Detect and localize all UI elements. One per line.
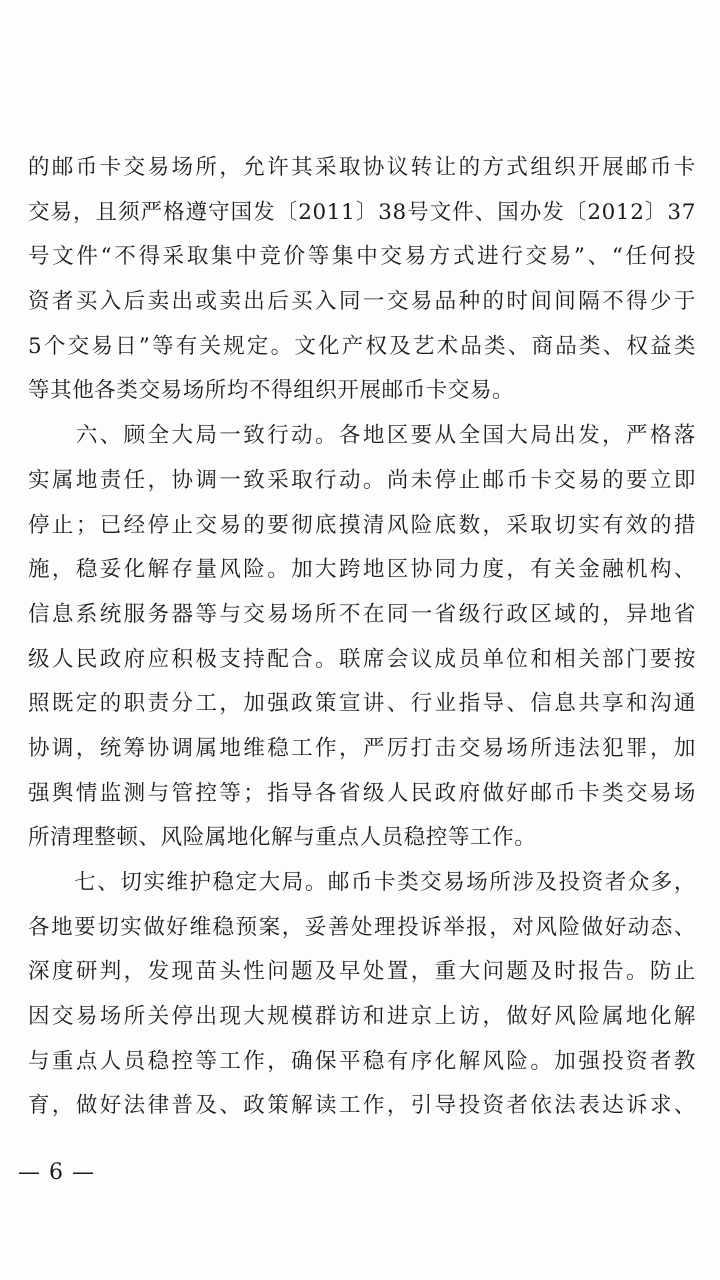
text-line: 号文件“不得采取集中竞价等集中交易方式进行交易”、“任何投 [28,244,696,270]
text-line: 与重点人员稳控等工作，确保平稳有序化解风险。加强投资者教 [28,1048,696,1074]
text-line: 等其他各类交易场所均不得组织开展邮币卡交易。 [28,378,515,404]
text-line: 的邮币卡交易场所，允许其采取协议转让的方式组织开展邮币卡 [28,155,696,180]
text-line: 七、切实维护稳定大局。邮币卡类交易场所涉及投资者众多， [28,870,696,895]
text-line: 各地要切实做好维稳预案，妥善处理投诉举报，对风险做好动态、 [28,914,696,940]
text-line: 强舆情监测与管控等；指导各省级人民政府做好邮币卡类交易场 [28,780,696,806]
text-line: 所清理整顿、风险属地化解与重点人员稳控等工作。 [28,825,537,851]
text-line: 资者买入后卖出或卖出后买入同一交易品种的时间间隔不得少于 [28,289,696,315]
text-line: 照既定的职责分工，加强政策宣讲、行业指导、信息共享和沟通 [28,691,696,717]
text-line: 因交易场所关停出现大规模群访和进京上访，做好风险属地化解 [28,1004,696,1030]
text-line: 停止；已经停止交易的要彻底摸清风险底数，采取切实有效的措 [28,512,696,538]
text-line: 交易，且须严格遵守国发〔2011〕38号文件、国办发〔2012〕37 [28,199,696,225]
text-line: 深度研判，发现苗头性问题及早处置，重大问题及时报告。防止 [28,959,696,985]
text-line: 施，稳妥化解存量风险。加大跨地区协同力度，有关金融机构、 [28,557,696,583]
text-line: 育，做好法律普及、政策解读工作，引导投资者依法表达诉求、 [28,1093,696,1119]
text-line: 5个交易日”等有关规定。文化产权及艺术品类、商品类、权益类 [28,333,696,359]
text-line: 信息系统服务器等与交易场所不在同一省级行政区域的，异地省 [28,601,696,627]
page-number: — 6 — [18,1160,95,1185]
text-line: 六、顾全大局一致行动。各地区要从全国大局出发，严格落 [28,423,696,449]
text-line: 级人民政府应积极支持配合。联席会议成员单位和相关部门要按 [28,646,696,672]
text-line: 实属地责任，协调一致采取行动。尚未停止邮币卡交易的要立即 [28,467,696,493]
text-line: 协调，统筹协调属地维稳工作，严厉打击交易场所违法犯罪，加 [28,735,696,761]
document-body [28,146,696,1129]
